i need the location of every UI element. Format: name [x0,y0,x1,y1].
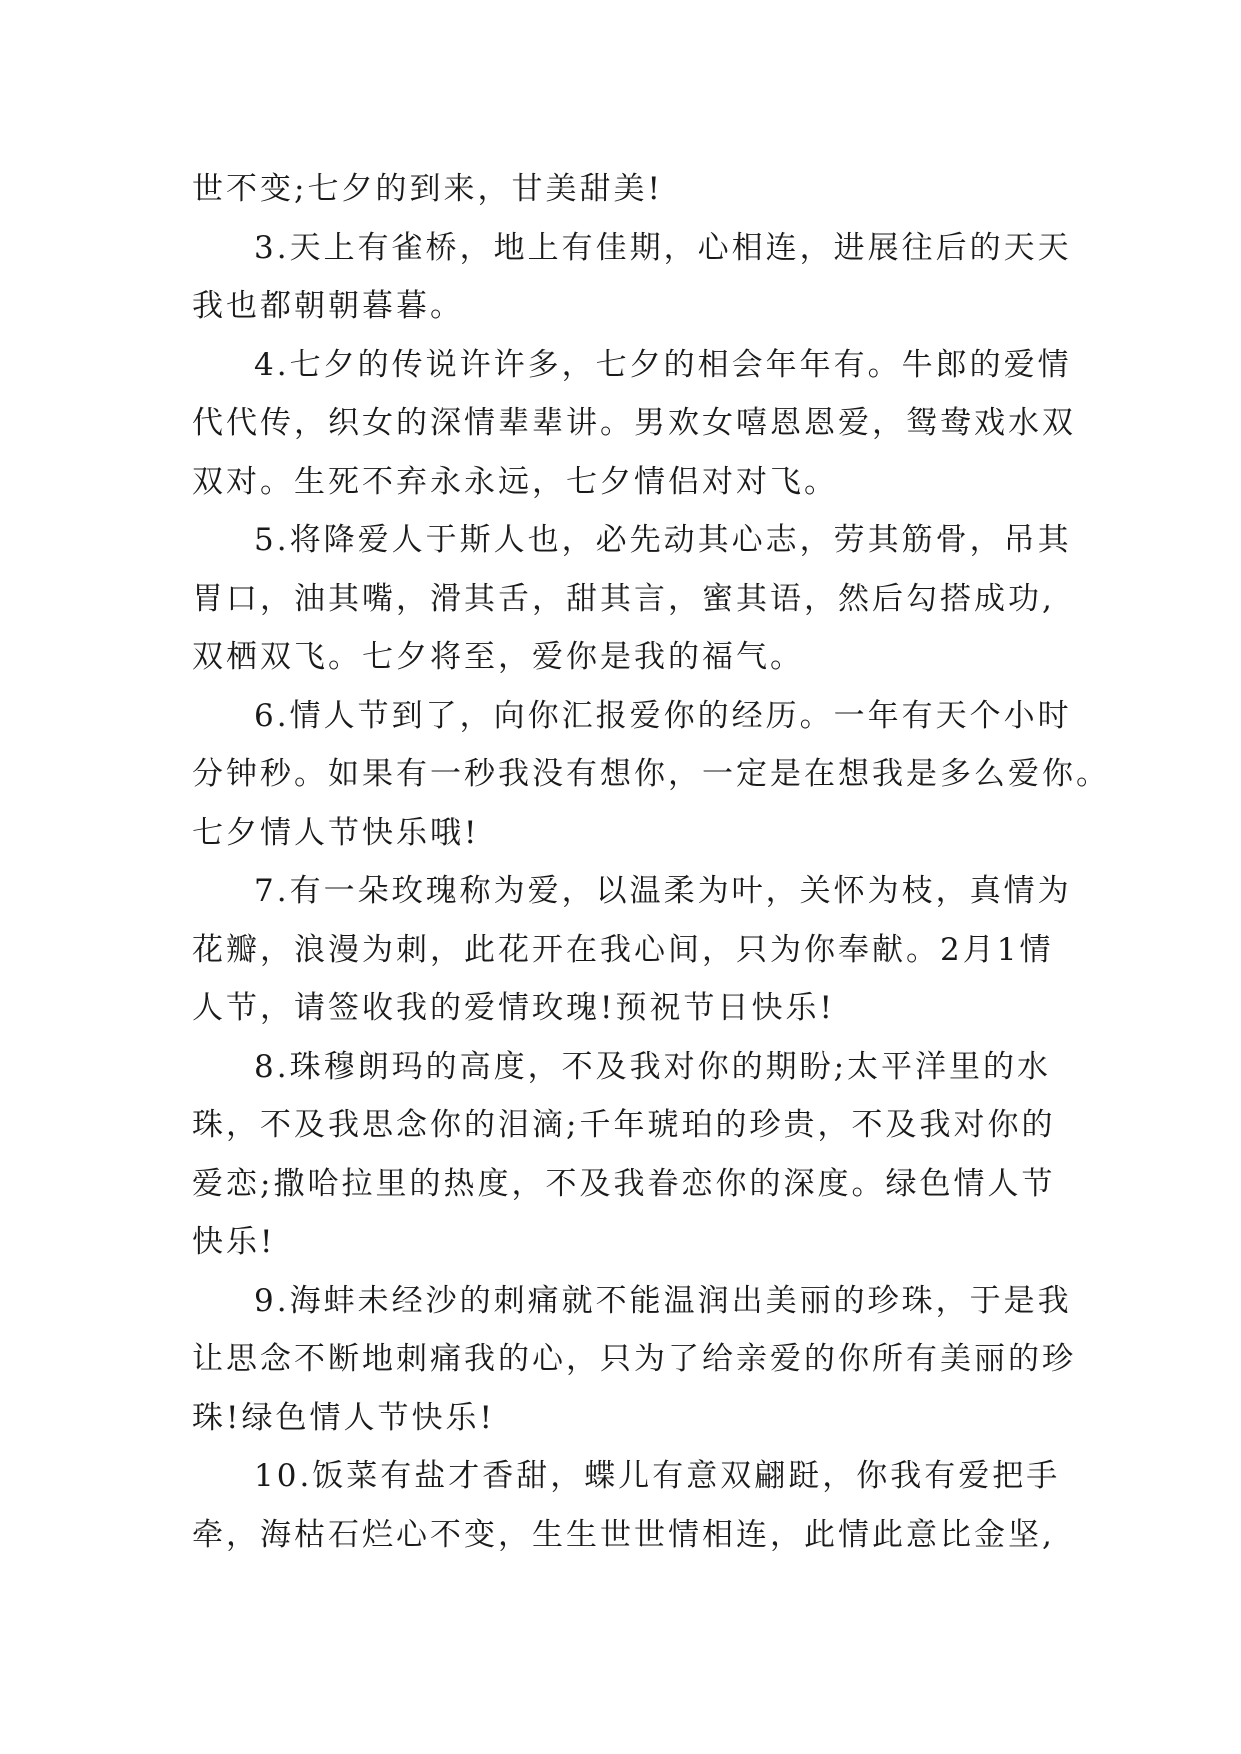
text-line: 双栖双飞。七夕将至，爱你是我的福气。 [192,639,804,675]
text-line: 4.七夕的传说许许多，七夕的相会年年有。牛郎的爱情 [254,346,1072,383]
text-line: 花瓣，浪漫为刺，此花开在我心间，只为你奉献。2月1情 [192,931,1054,968]
text-line: 10.饭菜有盐才香甜，蝶儿有意双翩跹，你我有爱把手 [254,1458,1061,1494]
text-line: 牵，海枯石烂心不变，生生世世情相连，此情此意比金坚, [192,1516,1055,1553]
text-line: 双对。生死不弃永永远，七夕情侣对对飞。 [192,463,838,500]
text-line: 6.情人节到了，向你汇报爱你的经历。一年有天个小时 [254,697,1072,734]
text-line: 人节，请签收我的爱情玫瑰!预祝节日快乐! [192,990,835,1026]
text-line: 我也都朝朝暮暮。 [192,288,464,324]
text-line: 七夕情人节快乐哦! [192,814,480,851]
text-line: 胃口，油其嘴，滑其舌，甜其言，蜜其语，然后勾搭成功, [192,580,1055,617]
text-line: 爱恋;撒哈拉里的热度，不及我眷恋你的深度。绿色情人节 [192,1165,1056,1202]
document-body [192,160,1110,1564]
text-line: 代代传，织女的深情辈辈讲。男欢女嘻恩恩爱，鸳鸯戏水双 [192,405,1076,441]
text-line: 让思念不断地刺痛我的心，只为了给亲爱的你所有美丽的珍 [192,1341,1076,1377]
text-line: 5.将降爱人于斯人也，必先动其心志，劳其筋骨，吊其 [254,522,1072,558]
text-line: 3.天上有雀桥，地上有佳期，心相连，进展往后的天天 [254,229,1072,266]
text-line: 7.有一朵玫瑰称为爱，以温柔为叶，关怀为枝，真情为 [254,873,1072,909]
text-line: 珠，不及我思念你的泪滴;千年琥珀的珍贵，不及我对你的 [192,1107,1056,1143]
text-line: 分钟秒。如果有一秒我没有想你，一定是在想我是多么爱你。 [192,756,1110,792]
text-line: 9.海蚌未经沙的刺痛就不能温润出美丽的珍珠，于是我 [254,1282,1072,1319]
text-line: 珠!绿色情人节快乐! [192,1399,495,1436]
text-line: 快乐! [192,1224,276,1260]
text-line: 世不变;七夕的到来，甘美甜美! [192,171,663,207]
text-line: 8.珠穆朗玛的高度，不及我对你的期盼;太平洋里的水 [254,1048,1052,1085]
